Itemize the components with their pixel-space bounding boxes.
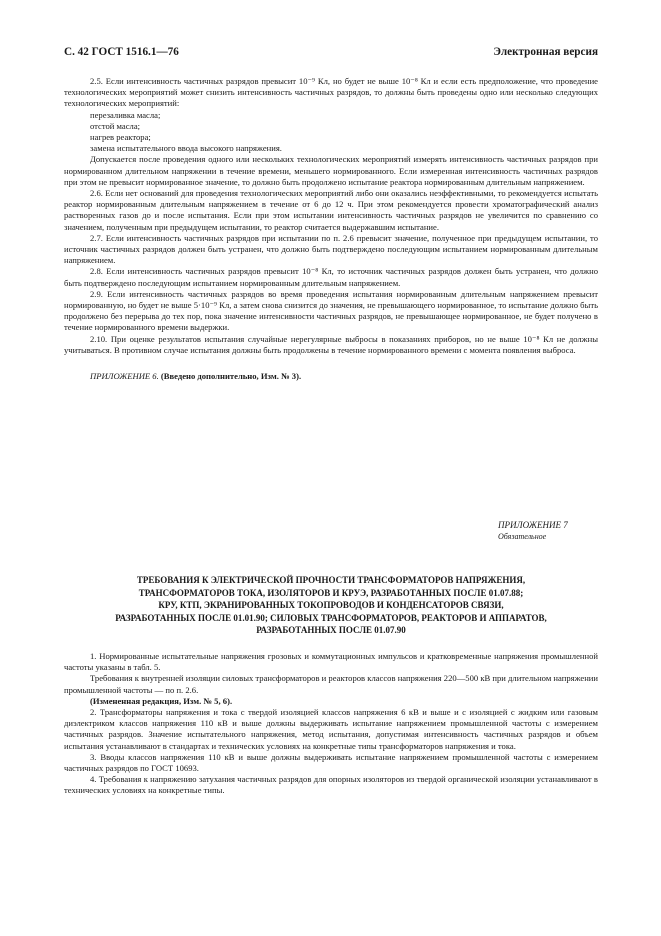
appendix7-body [64,651,598,797]
amendment-note: (Измененная редакция, Изм. № 5, 6). [90,695,233,706]
paragraph-2-5: 2.5. Если интенсивность частичных разрядов превысит 10⁻⁹ Кл, но будет не выше 10⁻⁸ Кл и если есть предположение, что проведение технологических мероприятий может снизить интенсивность частичных разрядов, то должны быть проведены одно или несколько следующих технологических мероприятий: [64,76,598,109]
paragraph-internal-insulation: Требования к внутренней изоляции силовых трансформаторов и реакторов классов напряжения 220—500 кВ при длительном напряжении промышленной частоты — по п. 2.6. [64,673,598,695]
appendix7-heading [498,520,598,542]
header-version: Электронная версия [493,46,598,58]
paragraph-2-9: 2.9. Если интенсивность частичных разрядов во время проведения испытания нормированным длительным напряжением превысит нормированную, но будет не выше 5·10⁻⁹ Кл, а затем снова снизится до значения, не превышающего нормированное, то испытание должно быть продолжено без перерыва до тех пор, пока значение интенсивности частичных разрядов, не превышающее нормированное, не будет получено в течение нормированного времени выдержки. [64,288,598,333]
list-item: нагрев реактора; [90,132,151,143]
page-header [64,40,598,60]
appendix6-note [64,371,598,382]
title-line: РАЗРАБОТАННЫХ ПОСЛЕ 01.07.90 [256,625,406,636]
header-standard-number: С. 42 ГОСТ 1516.1—76 [64,46,179,58]
list-item: перезаливка масла; [90,109,161,120]
title-line: РАЗРАБОТАННЫХ ПОСЛЕ 01.01.90; СИЛОВЫХ ТРАНСФОРМАТОРОВ, РЕАКТОРОВ И АППАРАТОВ, [115,612,547,623]
paragraph-2-6: 2.6. Если нет оснований для проведения технологических мероприятий либо они оказались неэффективными, то рекомендуется испытать реактор нормированным длительным напряжением в течение от 6 до 12 ч. При этом рекомендуется провести хроматографический анализ растворенных газов до и после испытания. Если при этом испытании интенсивность частичных разрядов не увеличится по сравнению со значением, полученным при предыдущем испытании, то реактор считается выдержавшим испытание. [64,188,598,232]
list-item: замена испытательного ввода высокого напряжения. [90,143,282,154]
document-page [64,40,598,796]
appendix6-label: ПРИЛОЖЕНИЕ 6. [90,371,159,382]
appendix6-amendment: (Введено дополнительно, Изм. № 3). [160,371,302,382]
title-line: ТРЕБОВАНИЯ К ЭЛЕКТРИЧЕСКОЙ ПРОЧНОСТИ ТРАНСФОРМАТОРОВ НАПРЯЖЕНИЯ, [136,575,526,585]
paragraph-allowance: Допускается после проведения одного или нескольких технологических мероприятий измерять интенсивность частичных разрядов при нормированном длительном напряжении в течение времени, меньшего нормированного. Если измеренная интенсивность частичных разрядов при этом не превысит нормированное значение, то должно быть продолжено испытание реактора нормированным длительным напряжением. [64,154,598,187]
paragraph-3: 3. Вводы классов напряжения 110 кВ и выше должны выдерживать испытание напряжением промышленной частоты с измерением частичных разрядов по ГОСТ 10693. [64,751,598,774]
appendix7-title [64,574,598,637]
paragraph-2-8: 2.8. Если интенсивность частичных разрядов превысит 10⁻⁸ Кл, то источник частичных разрядов должен быть устранен, что должно быть подтверждено последующим испытанием нормированным длительным напряжением. [64,266,598,288]
title-line: ТРАНСФОРМАТОРОВ ТОКА, ИЗОЛЯТОРОВ И КРУЭ, РАЗРАБОТАННЫХ ПОСЛЕ 01.07.88; [138,587,524,598]
paragraph-4: 4. Требования к напряжению затухания частичных разрядов для опорных изоляторов из твердой органической изоляции устанавливают в технических условиях на конкретные типы. [64,774,598,796]
paragraph-2: 2. Трансформаторы напряжения и тока с твердой изоляцией классов напряжения 6 кВ и выше и с изоляцией с жидким или газовым диэлектриком классов напряжения 110 кВ и выше должны выдерживать испытание напряжением промышленной частоты с измерением частичных разрядов. Значение испытательного напряжения, метод испытания, допустимая интенсивность частичных разрядов и объем испытания устанавливают в стандартах и технических условиях на конкретные типы трансформаторов напряжения и тока. [64,707,598,751]
appendix7-status: Обязательное [498,532,547,541]
paragraph-2-10: 2.10. При оценке результатов испытания случайные нерегулярные выбросы в показаниях приборов, но не выше 10⁻⁸ Кл не должны учитываться. В противном случае испытания должны быть продолжены в течение нормированного времени с момента появления выброса. [64,333,598,355]
list-item: отстой масла; [90,120,141,131]
paragraph-2-7: 2.7. Если интенсивность частичных разрядов при испытании по п. 2.6 превысит значение, полученное при предыдущем испытании, то источник частичных разрядов должен быть устранен, что должно быть подтверждено последующим испытанием нормированным длительным напряжением. [64,232,598,266]
appendix7-label: ПРИЛОЖЕНИЕ 7 [498,520,568,530]
paragraph-1: 1. Нормированные испытательные напряжения грозовых и коммутационных импульсов и кратковременные напряжения промышленной частоты указаны в табл. 5. [64,651,598,673]
title-line: КРУ, КТП, ЭКРАНИРОВАННЫХ ТОКОПРОВОДОВ И КОНДЕНСАТОРОВ СВЯЗИ, [158,600,504,611]
appendix6-body [64,76,598,382]
